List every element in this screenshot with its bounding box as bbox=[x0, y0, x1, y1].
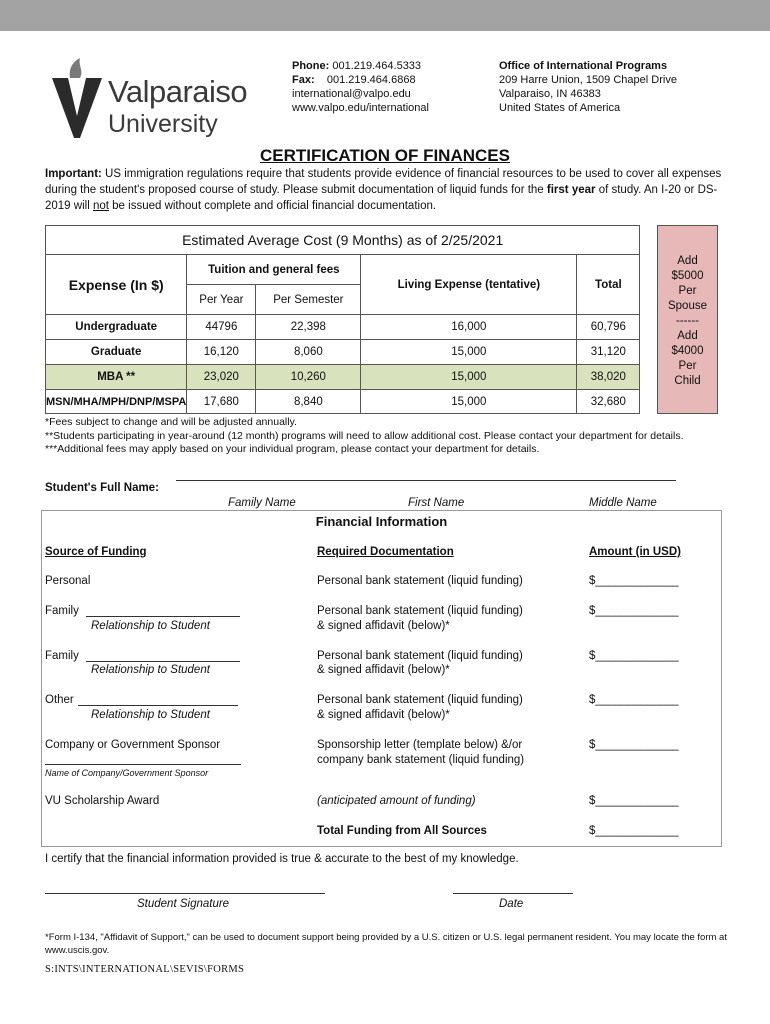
row-name: MBA ** bbox=[46, 365, 187, 390]
address-line-2: Valparaiso, IN 46383 bbox=[499, 88, 601, 100]
notice-not: not bbox=[92, 200, 109, 212]
row-per-year: 16,120 bbox=[187, 340, 256, 365]
other-relationship-field[interactable] bbox=[78, 705, 238, 706]
date-field[interactable] bbox=[453, 893, 573, 894]
doc-family-2b: & signed affidavit (below)* bbox=[317, 664, 450, 676]
row-per-semester: 8,840 bbox=[256, 390, 361, 414]
per-year-header: Per Year bbox=[187, 285, 256, 315]
file-path: S:INTS\INTERNATIONAL\SEVIS\FORMS bbox=[45, 964, 245, 975]
doc-sponsor-a: Sponsorship letter (template below) &/or bbox=[317, 739, 523, 751]
family-relationship-field-1[interactable] bbox=[86, 616, 240, 617]
doc-personal: Personal bank statement (liquid funding) bbox=[317, 575, 523, 587]
doc-other-b: & signed affidavit (below)* bbox=[317, 709, 450, 721]
doc-family-1a: Personal bank statement (liquid funding) bbox=[317, 605, 523, 617]
logo-wordmark: Valparaiso bbox=[108, 74, 248, 109]
phone-label: Phone: bbox=[292, 60, 330, 72]
fax-label: Fax: bbox=[292, 74, 315, 86]
source-scholarship: VU Scholarship Award bbox=[45, 795, 160, 807]
relationship-label-3: Relationship to Student bbox=[91, 709, 210, 721]
amount-other-field[interactable]: $_____________ bbox=[589, 694, 679, 706]
family-name-label: Family Name bbox=[228, 497, 296, 509]
row-living: 15,000 bbox=[361, 340, 577, 365]
doc-scholarship: (anticipated amount of funding) bbox=[317, 795, 476, 807]
affidavit-footnote: *Form I-134, "Affidavit of Support," can be used to document support being provided by a U.S. citizen or U.S. legal permanent resident. You may locate the form at www.uscis.gov. bbox=[45, 932, 727, 956]
amount-sponsor-field[interactable]: $_____________ bbox=[589, 739, 679, 751]
table-row bbox=[46, 340, 640, 365]
row-name: Undergraduate bbox=[46, 315, 187, 340]
office-name: Office of International Programs bbox=[499, 60, 668, 72]
row-per-semester: 8,060 bbox=[256, 340, 361, 365]
phone-number: 001.219.464.5333 bbox=[332, 60, 422, 72]
date-label: Date bbox=[499, 898, 524, 910]
note-2: **Students participating in year-around (12 month) programs will need to allow additional cost. Please contact your department for details. bbox=[45, 429, 684, 442]
source-family-1: Family bbox=[45, 605, 79, 617]
family-relationship-field-2[interactable] bbox=[86, 661, 240, 662]
crusader-shield-icon bbox=[50, 56, 104, 140]
relationship-label-2: Relationship to Student bbox=[91, 664, 210, 676]
financial-information-box bbox=[41, 510, 722, 847]
tuition-header: Tuition and general fees bbox=[187, 255, 361, 285]
row-per-year: 23,020 bbox=[187, 365, 256, 390]
student-name-label: Student's Full Name: bbox=[45, 482, 159, 494]
notice-first-year: first year bbox=[546, 184, 596, 196]
cost-table-caption: Estimated Average Cost (9 Months) as of 2/25/2021 bbox=[46, 226, 640, 255]
important-notice bbox=[45, 166, 735, 214]
cost-table bbox=[45, 225, 640, 414]
doc-sponsor-b: company bank statement (liquid funding) bbox=[317, 754, 525, 766]
first-name-label: First Name bbox=[408, 497, 465, 509]
doc-family-2a: Personal bank statement (liquid funding) bbox=[317, 650, 523, 662]
row-per-semester: 22,398 bbox=[256, 315, 361, 340]
row-total: 60,796 bbox=[577, 315, 640, 340]
amount-column-header: Amount (in USD) bbox=[589, 546, 681, 558]
signature-label: Student Signature bbox=[137, 898, 230, 910]
student-name-field[interactable] bbox=[176, 480, 676, 481]
side-note-line: Add bbox=[677, 330, 698, 342]
email: international@valpo.edu bbox=[292, 88, 411, 100]
fax-number: 001.219.464.6868 bbox=[326, 74, 416, 86]
row-name: Graduate bbox=[46, 340, 187, 365]
side-note-line: Spouse bbox=[667, 300, 707, 312]
source-family-2: Family bbox=[45, 650, 79, 662]
expense-header: Expense (In $) bbox=[46, 255, 187, 315]
logo-wordmark-university: University bbox=[108, 110, 218, 138]
row-per-semester: 10,260 bbox=[256, 365, 361, 390]
row-total: 38,020 bbox=[577, 365, 640, 390]
side-note-line: Per bbox=[678, 285, 697, 297]
source-sponsor: Company or Government Sponsor bbox=[45, 739, 221, 751]
valparaiso-logo bbox=[50, 56, 260, 140]
side-note-line: $4000 bbox=[671, 345, 704, 357]
row-per-year: 44796 bbox=[187, 315, 256, 340]
side-note-line: Child bbox=[674, 375, 701, 387]
dependent-cost-note bbox=[657, 225, 718, 414]
side-note-line: Add bbox=[677, 255, 698, 267]
table-row bbox=[46, 315, 640, 340]
docs-column-header: Required Documentation bbox=[317, 546, 454, 558]
notice-text-2: of study. An I-20 or DS-2019 will bbox=[45, 184, 718, 212]
address-line-3: United States of America bbox=[499, 102, 621, 114]
side-note-line: Per bbox=[678, 360, 697, 372]
notice-text-3: be issued without complete and official financial documentation. bbox=[108, 200, 437, 212]
side-note-line: $5000 bbox=[671, 270, 704, 282]
website: www.valpo.edu/international bbox=[292, 102, 429, 114]
doc-other-a: Personal bank statement (liquid funding) bbox=[317, 694, 523, 706]
amount-personal-field[interactable]: $_____________ bbox=[589, 575, 679, 587]
source-column-header: Source of Funding bbox=[45, 546, 147, 558]
relationship-label-1: Relationship to Student bbox=[91, 620, 210, 632]
table-row bbox=[46, 365, 640, 390]
side-note-line: ------ bbox=[676, 315, 699, 327]
doc-family-1b: & signed affidavit (below)* bbox=[317, 620, 450, 632]
row-living: 16,000 bbox=[361, 315, 577, 340]
row-living: 15,000 bbox=[361, 365, 577, 390]
page-title: CERTIFICATION OF FINANCES bbox=[260, 146, 510, 165]
notice-text-1: US immigration regulations require that students provide evidence of financial resources to be used to cover all expenses during the student's proposed course of study. Please submit documentation of liquid funds for the bbox=[45, 168, 722, 196]
row-living: 15,000 bbox=[361, 390, 577, 414]
amount-family-2-field[interactable]: $_____________ bbox=[589, 650, 679, 662]
per-semester-header: Per Semester bbox=[256, 285, 361, 315]
important-label: Important: bbox=[45, 168, 102, 180]
note-1: *Fees subject to change and will be adjusted annually. bbox=[45, 416, 297, 428]
financial-heading: Financial Information bbox=[315, 514, 448, 529]
amount-family-1-field[interactable]: $_____________ bbox=[589, 605, 679, 617]
top-gray-bar bbox=[0, 0, 770, 31]
row-total: 31,120 bbox=[577, 340, 640, 365]
sponsor-name-field[interactable] bbox=[45, 764, 241, 765]
row-per-year: 17,680 bbox=[187, 390, 256, 414]
certify-statement: I certify that the financial information provided is true & accurate to the best of my knowledge. bbox=[45, 853, 519, 865]
row-name: MSN/MHA/MPH/DNP/MSPA bbox=[46, 390, 187, 414]
row-total: 32,680 bbox=[577, 390, 640, 414]
source-personal: Personal bbox=[45, 575, 91, 587]
contact-block bbox=[292, 59, 429, 115]
note-3: ***Additional fees may apply based on your individual program, please contact your department for details. bbox=[45, 443, 540, 455]
source-other: Other bbox=[45, 694, 74, 706]
signature-field[interactable] bbox=[45, 893, 325, 894]
fee-notes bbox=[45, 416, 735, 457]
sponsor-name-label: Name of Company/Government Sponsor bbox=[45, 768, 209, 778]
office-address bbox=[499, 59, 677, 115]
middle-name-label: Middle Name bbox=[589, 497, 657, 509]
total-funding-label: Total Funding from All Sources bbox=[317, 825, 487, 837]
living-header: Living Expense (tentative) bbox=[361, 255, 577, 315]
amount-total-field[interactable]: $_____________ bbox=[589, 825, 679, 837]
address-line-1: 209 Harre Union, 1509 Chapel Drive bbox=[499, 74, 677, 86]
total-header: Total bbox=[577, 255, 640, 315]
table-row bbox=[46, 390, 640, 414]
amount-scholarship-field[interactable]: $_____________ bbox=[589, 795, 679, 807]
